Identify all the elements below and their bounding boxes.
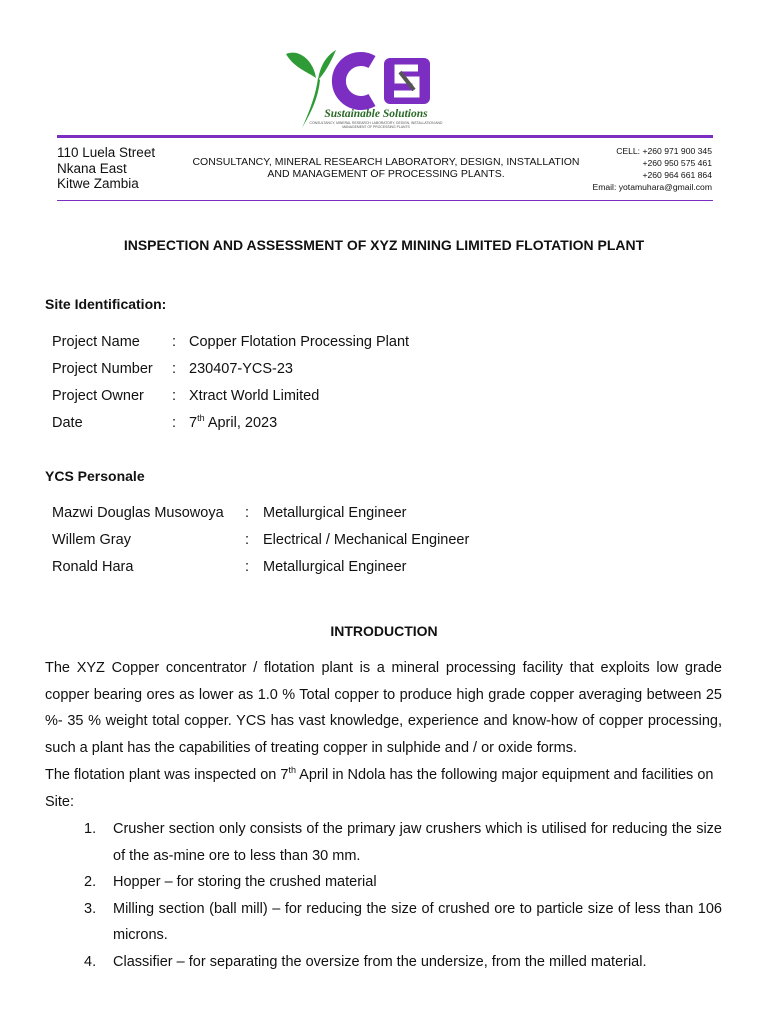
services-line: AND MANAGEMENT OF PROCESSING PLANTS. bbox=[267, 168, 505, 180]
address-line: Kitwe Zambia bbox=[57, 176, 139, 191]
field-colon: : bbox=[172, 415, 177, 431]
personnel-colon: : bbox=[245, 505, 250, 521]
personnel-colon: : bbox=[245, 532, 250, 548]
personnel-role: Metallurgical Engineer bbox=[263, 559, 407, 575]
field-label: Project Number bbox=[52, 361, 153, 377]
list-item-number: 3. bbox=[84, 900, 97, 917]
contact-line: +260 950 575 461 bbox=[642, 158, 712, 168]
date-day: 7 bbox=[189, 415, 198, 431]
field-label: Project Name bbox=[52, 334, 140, 350]
header-rule-top bbox=[57, 135, 713, 138]
site-field-row bbox=[0, 410, 768, 437]
contact-line: +260 964 661 864 bbox=[642, 170, 712, 180]
services-line: CONSULTANCY, MINERAL RESEARCH LABORATORY, DESIGN, INSTALLATION bbox=[192, 156, 580, 168]
list-item bbox=[45, 896, 722, 949]
site-field-row bbox=[0, 329, 768, 356]
contact-line: Email: yotamuhara@gmail.com bbox=[592, 182, 712, 192]
personnel-role: Electrical / Mechanical Engineer bbox=[263, 532, 470, 548]
inspection-text-pre: The flotation plant was inspected on 7 bbox=[45, 767, 289, 783]
header-rule-bottom bbox=[57, 200, 713, 201]
inspection-date-suffix: th bbox=[288, 765, 296, 776]
intro-paragraph: The XYZ Copper concentrator / flotation plant is a mineral processing facility that exploits low grade copper bearing ores as lower as 1.0 % Total copper to produce high grade copper averaging between 25 %- 35 % weight total copper. YCS has vast knowledge, experience and know-how of copper processing, such a plant has the capabilities of treating copper in sulphide and / or oxide forms. bbox=[45, 660, 722, 756]
contact-line: CELL: +260 971 900 345 bbox=[616, 146, 712, 156]
list-item bbox=[45, 949, 722, 976]
inspection-text-post: April in Ndola has the following major equipment and facilities on Site: bbox=[45, 767, 714, 810]
inspection-paragraph bbox=[45, 762, 722, 815]
personnel-row bbox=[0, 554, 768, 581]
site-field-row bbox=[0, 356, 768, 383]
personnel-name: Ronald Hara bbox=[52, 559, 134, 575]
field-label: Date bbox=[52, 415, 83, 431]
date-rest: April, 2023 bbox=[204, 415, 278, 431]
personnel-name: Willem Gray bbox=[52, 532, 131, 548]
introduction-heading: INTRODUCTION bbox=[330, 623, 438, 639]
list-item-text: Milling section (ball mill) – for reducing the size of crushed ore to particle size of less than 106 microns. bbox=[113, 900, 722, 943]
date-suffix: th bbox=[197, 413, 205, 424]
company-contact bbox=[592, 145, 712, 193]
field-colon: : bbox=[172, 388, 177, 404]
personnel-role: Metallurgical Engineer bbox=[263, 505, 407, 521]
field-colon: : bbox=[172, 361, 177, 377]
field-colon: : bbox=[172, 334, 177, 350]
site-identification-heading: Site Identification: bbox=[45, 296, 167, 312]
list-item-text: Crusher section only consists of the primary jaw crushers which is utilised for reducing the size of the as-mine ore to less than 30 mm. bbox=[113, 821, 722, 864]
address-line: 110 Luela Street bbox=[57, 145, 156, 160]
list-item-number: 1. bbox=[84, 821, 97, 837]
logo-tagline: Sustainable Solutions bbox=[324, 108, 428, 120]
personnel-row bbox=[0, 527, 768, 554]
address-line: Nkana East bbox=[57, 160, 127, 176]
personnel-name: Mazwi Douglas Musowoya bbox=[52, 505, 224, 521]
field-label: Project Owner bbox=[52, 388, 144, 404]
personnel-row bbox=[0, 500, 768, 527]
field-value bbox=[189, 410, 277, 437]
field-value: Copper Flotation Processing Plant bbox=[189, 334, 410, 350]
company-services bbox=[178, 156, 594, 180]
list-item-number: 4. bbox=[84, 953, 97, 970]
list-item bbox=[45, 816, 722, 869]
list-item-text: Classifier – for separating the oversize from the undersize, from the milled material. bbox=[113, 953, 647, 970]
logo-subtext: CONSULTANCY, MINERAL RESEARCH LABORATORY, DESIGN, INSTALLATION AND MANAGEMENT OF PROCESSING PLANTS bbox=[309, 121, 443, 129]
site-field-row bbox=[0, 383, 768, 410]
document-title: INSPECTION AND ASSESSMENT OF XYZ MINING LIMITED FLOTATION PLANT bbox=[123, 237, 645, 253]
personnel-colon: : bbox=[245, 559, 250, 575]
list-item-text: Hopper – for storing the crushed material bbox=[113, 874, 377, 890]
equipment-list bbox=[45, 816, 722, 975]
list-item-number: 2. bbox=[84, 874, 97, 890]
company-address bbox=[57, 145, 155, 192]
field-value: 230407-YCS-23 bbox=[189, 361, 293, 377]
personnel-heading: YCS Personale bbox=[45, 468, 145, 484]
list-item bbox=[45, 869, 722, 896]
field-value: Xtract World Limited bbox=[189, 388, 320, 404]
